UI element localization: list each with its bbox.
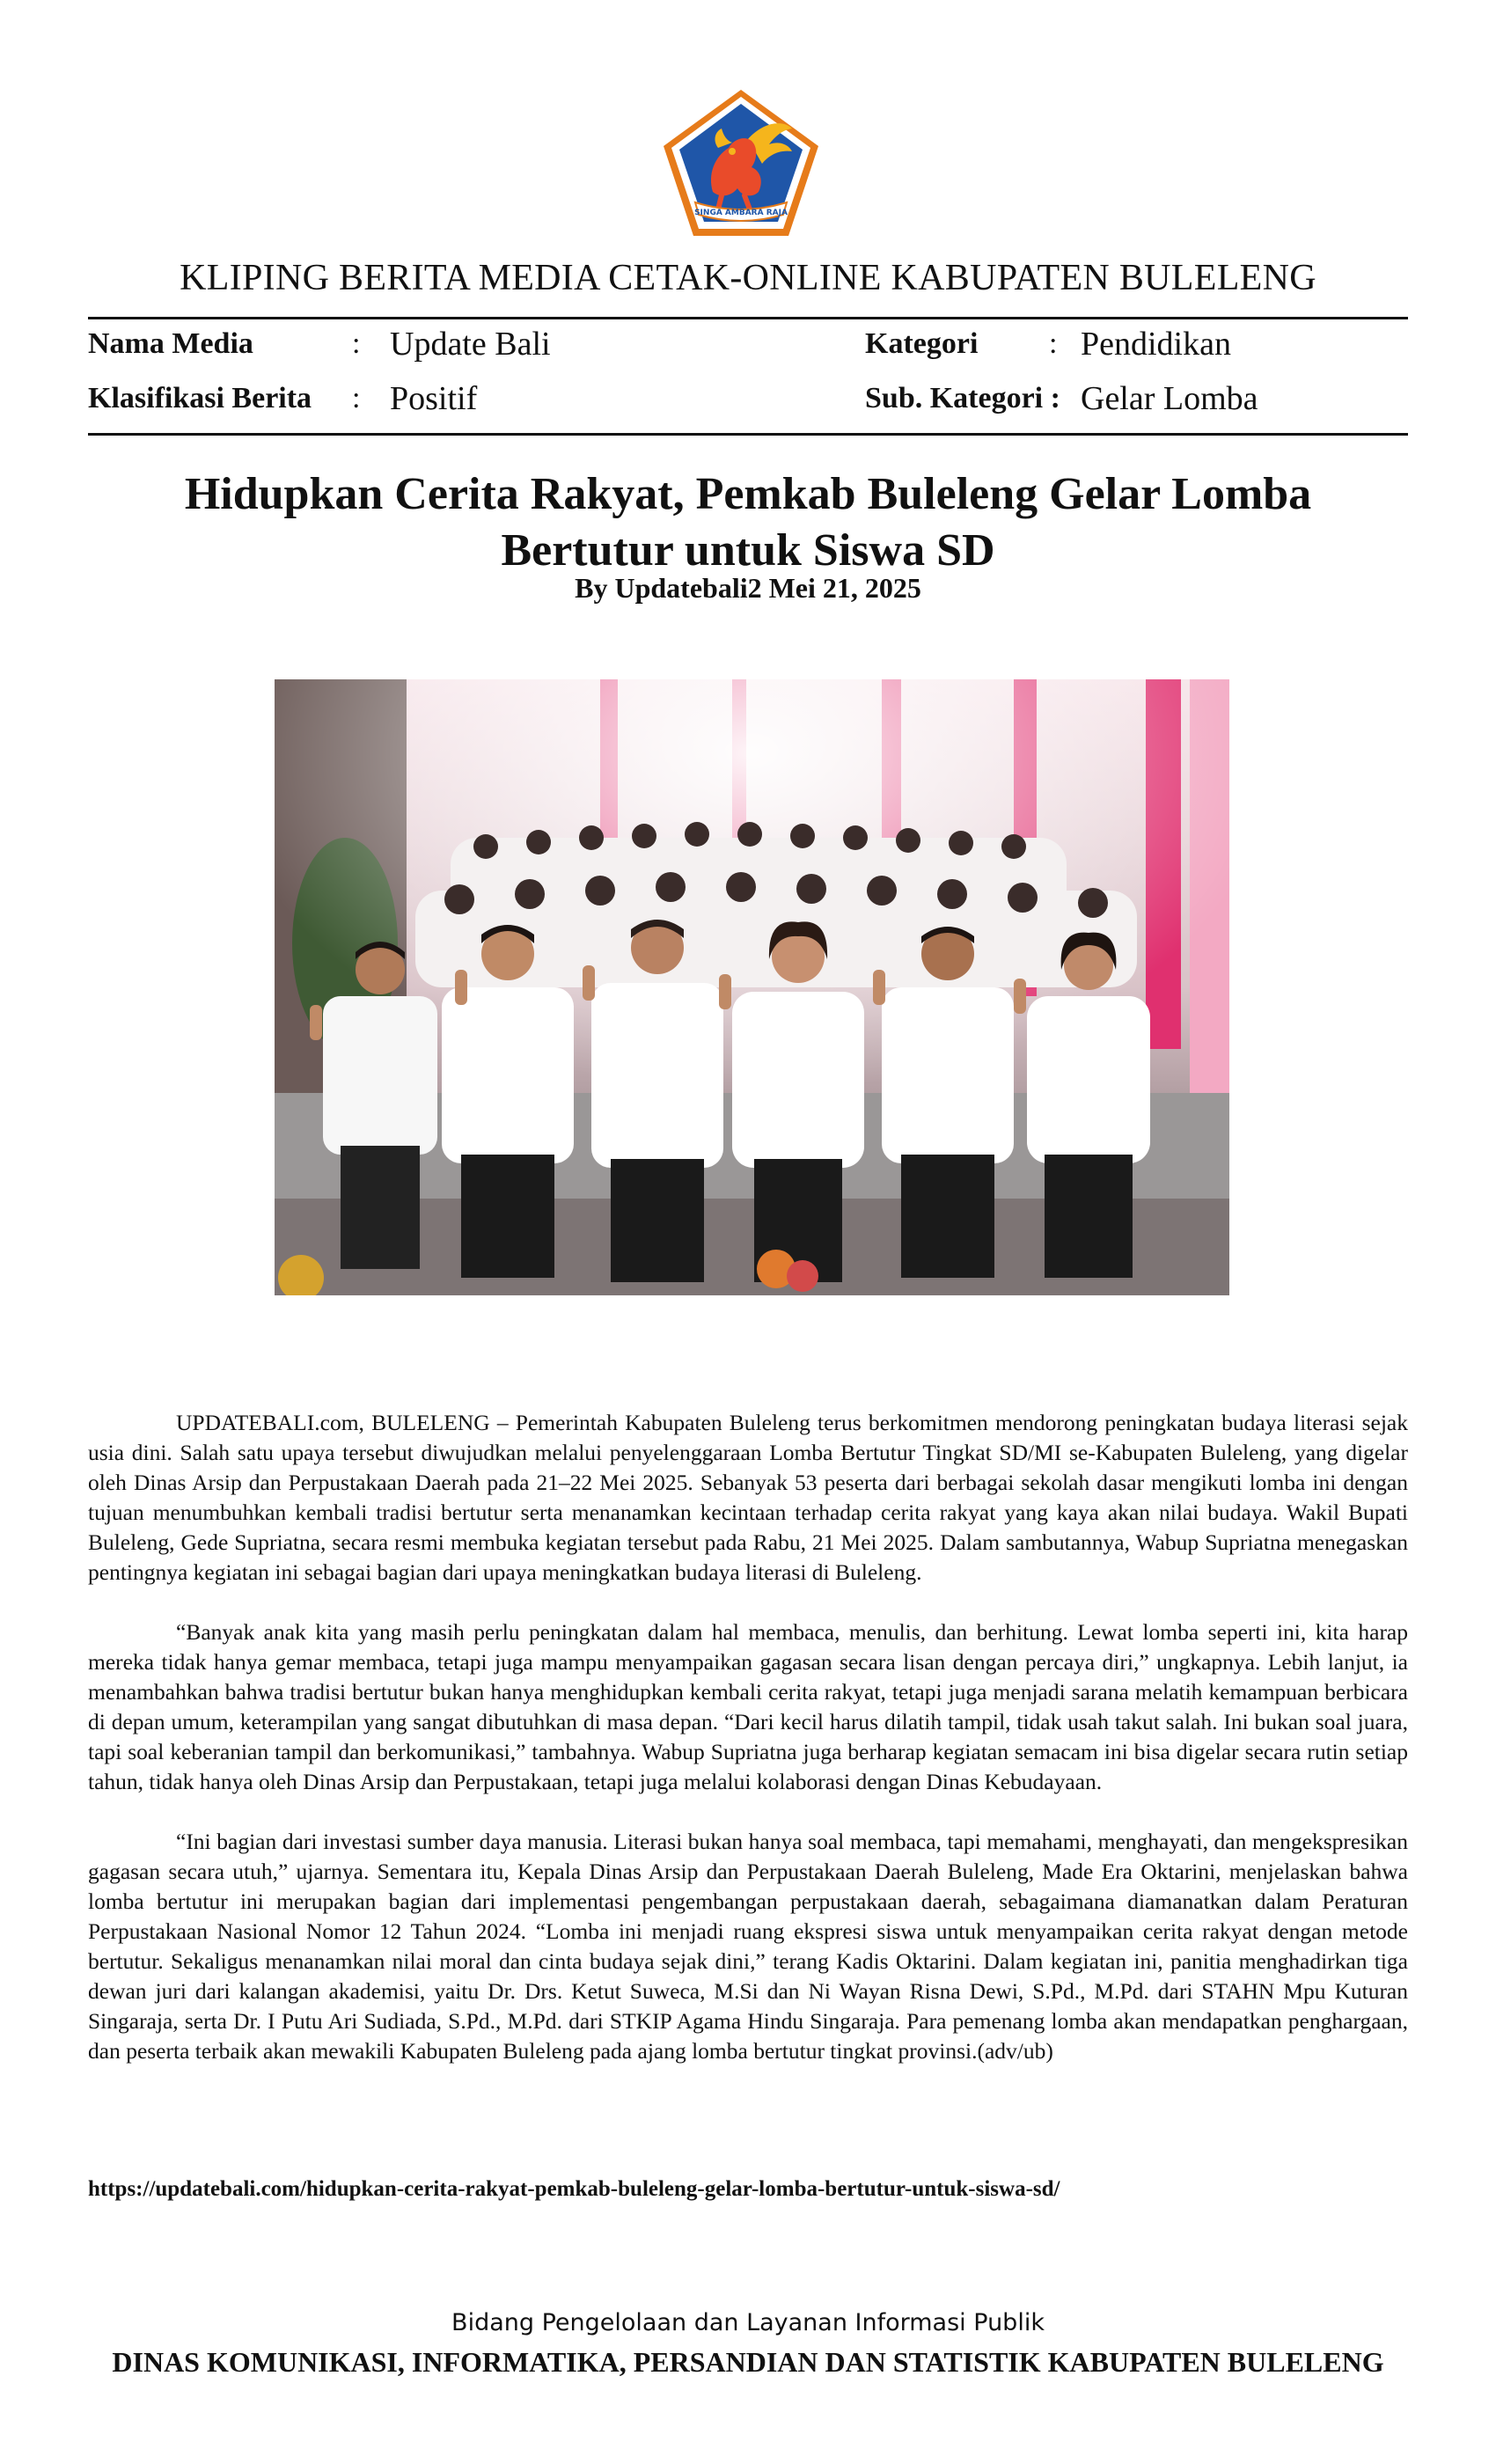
logo-motto: SINGA AMBARA RAJA: [694, 209, 788, 217]
nama-media-value: Update Bali: [390, 326, 551, 363]
divider-bottom: [88, 433, 1408, 436]
paragraph-3: “Ini bagian dari investasi sumber daya manusia. Literasi bukan hanya soal membaca, tapi memahami, menghayati, dan mengekspresikan gagasan secara utuh,” ujarnya. Sementara itu, Kepala Dinas Arsip dan Perpustakaan Daerah Buleleng, Made Era Oktarini, menjelaskan bahwa lomba bertutur ini merupakan bagian dari implementasi pengembangan perpustakaan daerah, sebagaimana diamanatkan dalam Peraturan Perpustakaan Nasional Nomor 12 Tahun 2024. “Lomba ini menjadi ruang ekspresi siswa untuk menyampaikan cerita rakyat dengan metode bertutur. Sekaligus menanamkan nilai moral dan cinta budaya sejak dini,” terang Kadis Oktarini. Dalam kegiatan ini, panitia menghadirkan tiga dewan juri dari kalangan akademisi, yaitu Dr. Drs. Ketut Suweca, M.Si dan Ni Wayan Risna Dewi, S.Pd., M.Pd. dari STAHN Mpu Kuturan Singaraja, serta Dr. I Putu Ari Sudiada, S.Pd., M.Pd. dari STKIP Agama Hindu Singaraja. Para pemenang lomba akan mendapatkan penghargaan, dan peserta terbaik akan mewakili Kabupaten Buleleng pada ajang lomba bertutur tingkat provinsi.(adv/ub): [88, 1829, 1408, 2064]
footer-agency: DINAS KOMUNIKASI, INFORMATIKA, PERSANDIAN DAN STATISTIK KABUPATEN BULELENG: [112, 2346, 1384, 2378]
kategori-label: Kategori: [865, 327, 979, 360]
paragraph-2: “Banyak anak kita yang masih perlu peningkatan dalam hal membaca, menulis, dan berhitung. Lewat lomba seperti ini, kita harap mereka tidak hanya gemar membaca, tetapi juga mampu menyampaikan gagasan secara lisan dengan percaya diri,” ungkapnya. Lebih lanjut, ia menambahkan bahwa tradisi bertutur bukan hanya menghidupkan kembali cerita rakyat, tetapi juga menjadi sarana melatih kemampuan berbicara di depan umum, keterampilan yang sangat dibutuhkan di masa depan. “Dari kecil harus dilatih tampil, tidak usah takut salah. Ini bukan soal juara, tapi soal keberanian tampil dan berkomunikasi,” tambahnya. Wabup Supriatna juga berharap kegiatan semacam ini bisa digelar secara rutin setiap tahun, tidak hanya oleh Dinas Arsip dan Perpustakaan, tetapi juga melalui kolaborasi dengan Dinas Kebudayaan.: [88, 1619, 1408, 1794]
buleleng-regency-logo: [660, 86, 822, 239]
paragraph-1: UPDATEBALI.com, BULELENG – Pemerintah Kabupaten Buleleng terus berkomitmen mendorong peningkatan budaya literasi sejak usia dini. Salah satu upaya tersebut diwujudkan melalui penyelenggaraan Lomba Bertutur Tingkat SD/MI se-Kabupaten Buleleng, yang digelar oleh Dinas Arsip dan Perpustakaan Daerah pada 21–22 Mei 2025. Sebanyak 53 peserta dari berbagai sekolah dasar mengikuti lomba ini dengan tujuan menumbuhkan kembali tradisi bertutur serta menanamkan kecintaan terhadap cerita rakyat yang kaya akan nilai budaya. Wakil Bupati Buleleng, Gede Supriatna, secara resmi membuka kegiatan tersebut pada Rabu, 21 Mei 2025. Dalam sambutannya, Wabup Supriatna menegaskan pentingnya kegiatan ini sebagai bagian dari upaya meningkatkan budaya literasi di Buleleng.: [88, 1410, 1408, 1585]
article-byline: By Updatebali2 Mei 21, 2025: [575, 572, 921, 604]
klasifikasi-label: Klasifikasi Berita: [88, 382, 312, 414]
klasifikasi-value: Positif: [390, 380, 478, 417]
nama-media-colon: :: [352, 327, 361, 360]
klasifikasi-colon: :: [352, 382, 361, 414]
sub-kategori-value: Gelar Lomba: [1081, 380, 1258, 417]
article-headline: Hidupkan Cerita Rakyat, Pemkab Buleleng Gelar Lomba Bertutur untuk Siswa SD: [184, 469, 1312, 576]
divider-top: [88, 317, 1408, 319]
source-link[interactable]: https://updatebali.com/hidupkan-cerita-rakyat-pemkab-buleleng-gelar-lomba-bertutur-untuk-siswa-sd/: [88, 2177, 1060, 2201]
sub-kategori-label: Sub. Kategori :: [865, 382, 1060, 414]
article-photo: [275, 679, 1229, 1295]
footer-division: Bidang Pengelolaan dan Layanan Informasi Publik: [451, 2309, 1045, 2336]
kategori-value: Pendidikan: [1081, 326, 1231, 363]
kategori-colon: :: [1049, 327, 1058, 360]
nama-media-label: Nama Media: [88, 327, 253, 360]
document-title: KLIPING BERITA MEDIA CETAK-ONLINE KABUPATEN BULELENG: [180, 258, 1316, 298]
article-body: [88, 1408, 1408, 2096]
